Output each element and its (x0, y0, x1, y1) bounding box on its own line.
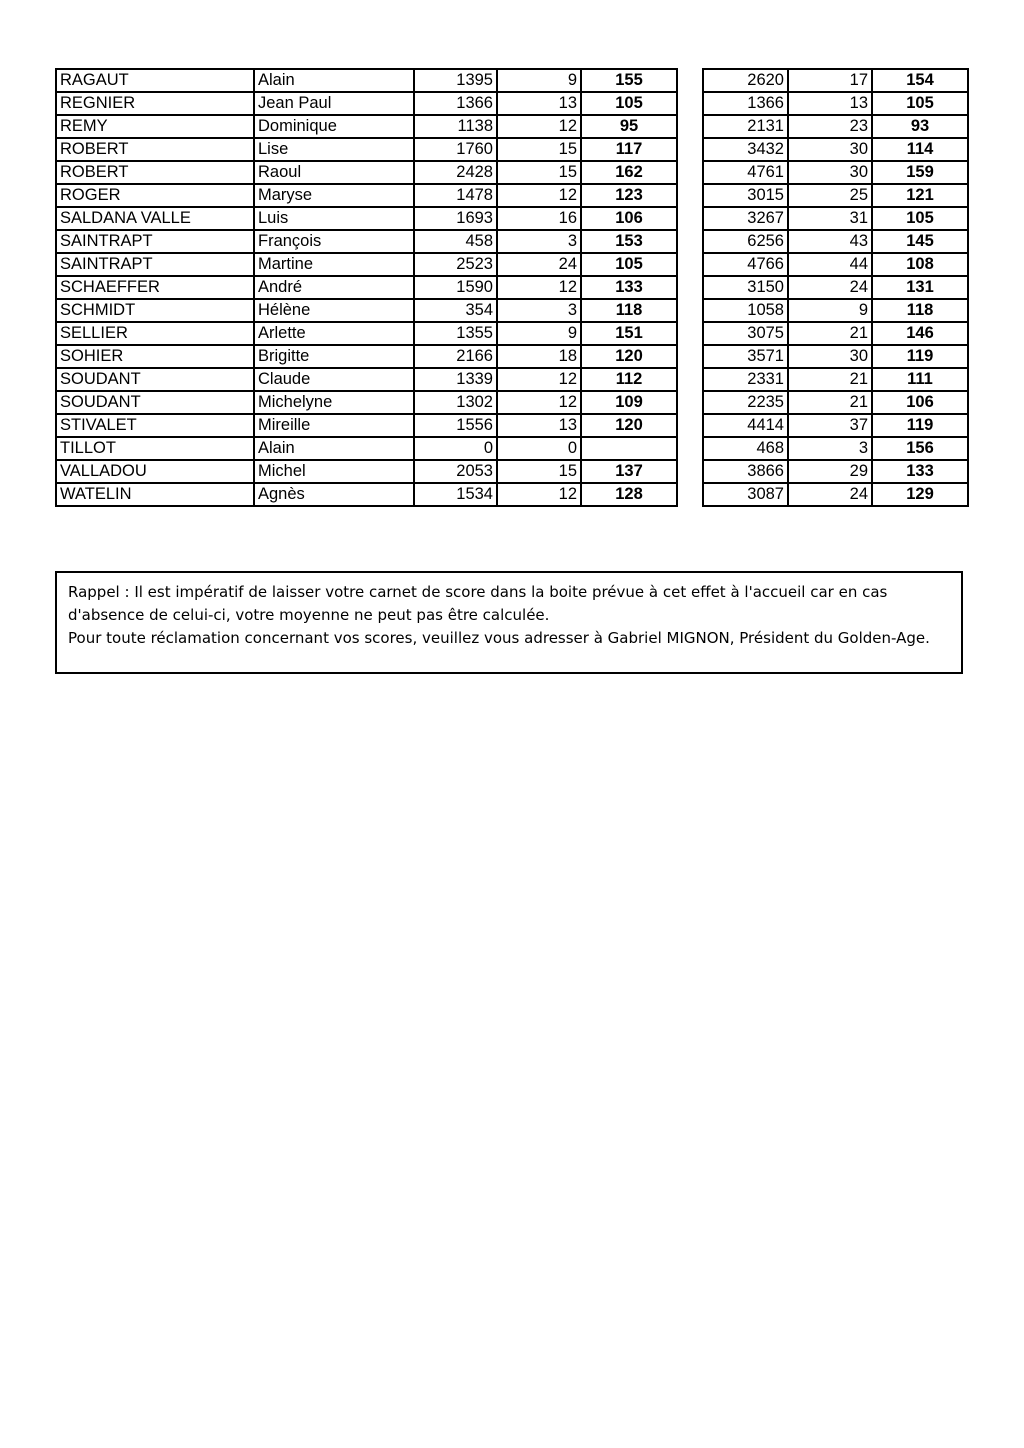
first-name-cell: Alain (254, 69, 414, 92)
last-name-cell: SOUDANT (56, 368, 254, 391)
table-row (56, 230, 677, 253)
reminder-line-2: d'absence de celui-ci, votre moyenne ne peut pas être calculée. (68, 606, 550, 624)
table-row (56, 138, 677, 161)
table-row (56, 322, 677, 345)
total-games-cell: 3 (788, 437, 872, 460)
pins-cell: 2428 (414, 161, 497, 184)
total-average-cell: 156 (872, 437, 968, 460)
table-row (56, 207, 677, 230)
scores-table-cumulative-body (703, 69, 968, 506)
games-cell: 9 (497, 69, 581, 92)
average-cell: 137 (581, 460, 677, 483)
total-pins-cell: 3432 (703, 138, 788, 161)
last-name-cell: SOHIER (56, 345, 254, 368)
total-pins-cell: 2620 (703, 69, 788, 92)
games-cell: 3 (497, 230, 581, 253)
first-name-cell: Agnès (254, 483, 414, 506)
total-pins-cell: 3866 (703, 460, 788, 483)
average-cell (581, 437, 677, 460)
last-name-cell: SCHMIDT (56, 299, 254, 322)
pins-cell: 458 (414, 230, 497, 253)
total-games-cell: 44 (788, 253, 872, 276)
table-row (56, 483, 677, 506)
table-row (703, 92, 968, 115)
average-cell: 120 (581, 414, 677, 437)
total-pins-cell: 1366 (703, 92, 788, 115)
average-cell: 117 (581, 138, 677, 161)
average-cell: 105 (581, 92, 677, 115)
total-average-cell: 108 (872, 253, 968, 276)
average-cell: 162 (581, 161, 677, 184)
table-row (56, 184, 677, 207)
table-row (703, 368, 968, 391)
games-cell: 12 (497, 184, 581, 207)
pins-cell: 1138 (414, 115, 497, 138)
first-name-cell: François (254, 230, 414, 253)
last-name-cell: SALDANA VALLE (56, 207, 254, 230)
games-cell: 12 (497, 483, 581, 506)
table-row (703, 253, 968, 276)
pins-cell: 1556 (414, 414, 497, 437)
total-pins-cell: 3150 (703, 276, 788, 299)
total-average-cell: 131 (872, 276, 968, 299)
first-name-cell: Maryse (254, 184, 414, 207)
average-cell: 109 (581, 391, 677, 414)
games-cell: 18 (497, 345, 581, 368)
pins-cell: 2166 (414, 345, 497, 368)
last-name-cell: SCHAEFFER (56, 276, 254, 299)
table-row (703, 391, 968, 414)
games-cell: 15 (497, 460, 581, 483)
average-cell: 112 (581, 368, 677, 391)
table-row (703, 207, 968, 230)
last-name-cell: REMY (56, 115, 254, 138)
pins-cell: 1302 (414, 391, 497, 414)
total-pins-cell: 4414 (703, 414, 788, 437)
first-name-cell: Martine (254, 253, 414, 276)
games-cell: 15 (497, 138, 581, 161)
average-cell: 151 (581, 322, 677, 345)
total-games-cell: 29 (788, 460, 872, 483)
reminder-note (55, 571, 963, 674)
first-name-cell: Arlette (254, 322, 414, 345)
total-average-cell: 119 (872, 414, 968, 437)
table-row (56, 276, 677, 299)
table-row (56, 69, 677, 92)
total-pins-cell: 4766 (703, 253, 788, 276)
first-name-cell: Luis (254, 207, 414, 230)
last-name-cell: WATELIN (56, 483, 254, 506)
last-name-cell: SOUDANT (56, 391, 254, 414)
total-average-cell: 133 (872, 460, 968, 483)
table-row (703, 138, 968, 161)
total-games-cell: 17 (788, 69, 872, 92)
total-average-cell: 121 (872, 184, 968, 207)
total-games-cell: 9 (788, 299, 872, 322)
first-name-cell: Jean Paul (254, 92, 414, 115)
total-pins-cell: 468 (703, 437, 788, 460)
total-average-cell: 105 (872, 92, 968, 115)
table-row (703, 69, 968, 92)
table-row (56, 92, 677, 115)
scores-table-current-body (56, 69, 677, 506)
total-games-cell: 24 (788, 483, 872, 506)
table-row (56, 437, 677, 460)
total-average-cell: 129 (872, 483, 968, 506)
games-cell: 12 (497, 115, 581, 138)
table-row (56, 345, 677, 368)
table-row (703, 299, 968, 322)
total-games-cell: 23 (788, 115, 872, 138)
pins-cell: 0 (414, 437, 497, 460)
total-pins-cell: 3015 (703, 184, 788, 207)
total-average-cell: 119 (872, 345, 968, 368)
total-average-cell: 154 (872, 69, 968, 92)
total-games-cell: 24 (788, 276, 872, 299)
reminder-line-3: Pour toute réclamation concernant vos scores, veuillez vous adresser à Gabriel MIGNON, Président du Golden-Age. (68, 629, 930, 647)
games-cell: 16 (497, 207, 581, 230)
total-average-cell: 105 (872, 207, 968, 230)
table-row (703, 460, 968, 483)
last-name-cell: SAINTRAPT (56, 230, 254, 253)
last-name-cell: VALLADOU (56, 460, 254, 483)
first-name-cell: Hélène (254, 299, 414, 322)
last-name-cell: TILLOT (56, 437, 254, 460)
average-cell: 155 (581, 69, 677, 92)
total-pins-cell: 2131 (703, 115, 788, 138)
table-row (703, 276, 968, 299)
total-average-cell: 93 (872, 115, 968, 138)
total-average-cell: 146 (872, 322, 968, 345)
average-cell: 105 (581, 253, 677, 276)
total-games-cell: 43 (788, 230, 872, 253)
first-name-cell: Alain (254, 437, 414, 460)
average-cell: 153 (581, 230, 677, 253)
table-row (703, 414, 968, 437)
pins-cell: 1366 (414, 92, 497, 115)
total-average-cell: 106 (872, 391, 968, 414)
total-games-cell: 21 (788, 322, 872, 345)
first-name-cell: André (254, 276, 414, 299)
pins-cell: 1395 (414, 69, 497, 92)
games-cell: 15 (497, 161, 581, 184)
total-pins-cell: 3267 (703, 207, 788, 230)
table-row (703, 230, 968, 253)
total-average-cell: 145 (872, 230, 968, 253)
table-row (703, 345, 968, 368)
pins-cell: 2053 (414, 460, 497, 483)
table-row (703, 437, 968, 460)
pins-cell: 1355 (414, 322, 497, 345)
total-games-cell: 21 (788, 368, 872, 391)
table-row (56, 161, 677, 184)
total-games-cell: 30 (788, 161, 872, 184)
first-name-cell: Raoul (254, 161, 414, 184)
games-cell: 13 (497, 92, 581, 115)
games-cell: 24 (497, 253, 581, 276)
average-cell: 95 (581, 115, 677, 138)
average-cell: 106 (581, 207, 677, 230)
average-cell: 128 (581, 483, 677, 506)
last-name-cell: ROBERT (56, 138, 254, 161)
pins-cell: 1534 (414, 483, 497, 506)
pins-cell: 354 (414, 299, 497, 322)
pins-cell: 1478 (414, 184, 497, 207)
total-pins-cell: 3087 (703, 483, 788, 506)
total-pins-cell: 4761 (703, 161, 788, 184)
table-row (56, 460, 677, 483)
first-name-cell: Lise (254, 138, 414, 161)
table-row (703, 322, 968, 345)
last-name-cell: REGNIER (56, 92, 254, 115)
pins-cell: 1693 (414, 207, 497, 230)
last-name-cell: ROGER (56, 184, 254, 207)
first-name-cell: Dominique (254, 115, 414, 138)
total-games-cell: 21 (788, 391, 872, 414)
games-cell: 13 (497, 414, 581, 437)
total-pins-cell: 1058 (703, 299, 788, 322)
average-cell: 120 (581, 345, 677, 368)
table-row (56, 253, 677, 276)
games-cell: 12 (497, 391, 581, 414)
pins-cell: 1339 (414, 368, 497, 391)
reminder-line-1: Rappel : Il est impératif de laisser votre carnet de score dans la boite prévue à cet effet à l'accueil car en cas (68, 583, 888, 601)
total-games-cell: 30 (788, 345, 872, 368)
table-row (56, 299, 677, 322)
pins-cell: 1590 (414, 276, 497, 299)
pins-cell: 1760 (414, 138, 497, 161)
average-cell: 123 (581, 184, 677, 207)
total-pins-cell: 2235 (703, 391, 788, 414)
first-name-cell: Brigitte (254, 345, 414, 368)
total-average-cell: 118 (872, 299, 968, 322)
total-games-cell: 30 (788, 138, 872, 161)
average-cell: 133 (581, 276, 677, 299)
games-cell: 9 (497, 322, 581, 345)
total-games-cell: 31 (788, 207, 872, 230)
last-name-cell: RAGAUT (56, 69, 254, 92)
table-row (703, 115, 968, 138)
first-name-cell: Mireille (254, 414, 414, 437)
table-row (703, 161, 968, 184)
scores-table-current (55, 68, 678, 507)
total-games-cell: 13 (788, 92, 872, 115)
total-average-cell: 114 (872, 138, 968, 161)
total-pins-cell: 3075 (703, 322, 788, 345)
table-row (56, 391, 677, 414)
scores-table-cumulative (702, 68, 969, 507)
first-name-cell: Michelyne (254, 391, 414, 414)
games-cell: 12 (497, 368, 581, 391)
last-name-cell: ROBERT (56, 161, 254, 184)
games-cell: 12 (497, 276, 581, 299)
first-name-cell: Michel (254, 460, 414, 483)
table-row (56, 115, 677, 138)
last-name-cell: STIVALET (56, 414, 254, 437)
first-name-cell: Claude (254, 368, 414, 391)
total-average-cell: 159 (872, 161, 968, 184)
last-name-cell: SAINTRAPT (56, 253, 254, 276)
average-cell: 118 (581, 299, 677, 322)
total-average-cell: 111 (872, 368, 968, 391)
total-pins-cell: 6256 (703, 230, 788, 253)
table-row (703, 483, 968, 506)
last-name-cell: SELLIER (56, 322, 254, 345)
table-row (703, 184, 968, 207)
games-cell: 0 (497, 437, 581, 460)
table-row (56, 414, 677, 437)
games-cell: 3 (497, 299, 581, 322)
total-pins-cell: 2331 (703, 368, 788, 391)
total-games-cell: 25 (788, 184, 872, 207)
pins-cell: 2523 (414, 253, 497, 276)
total-pins-cell: 3571 (703, 345, 788, 368)
table-row (56, 368, 677, 391)
total-games-cell: 37 (788, 414, 872, 437)
